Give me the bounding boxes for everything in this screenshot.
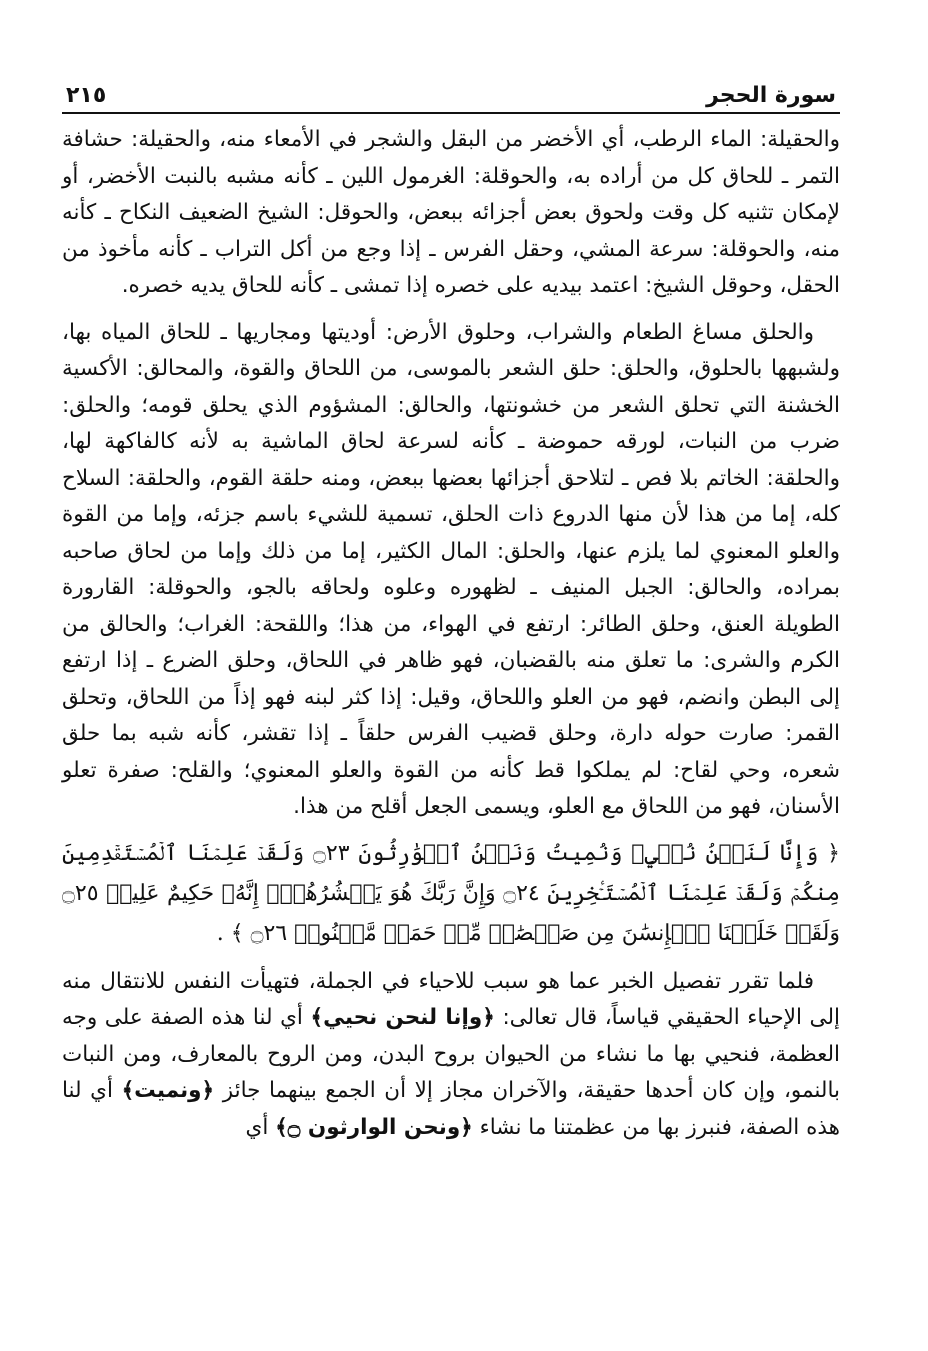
paragraph-3-text-4: أي bbox=[245, 1114, 276, 1140]
page-header bbox=[62, 60, 840, 114]
quote-3: ﴿ونحن الوارثون ۝﴾ bbox=[275, 1114, 473, 1140]
paragraph-3-text-1: فلما تقرر تفصيل الخبر عما هو سبب للاحياء في الجملة، فتهيأت النفس للانتقال منه إلى الإحياء الحقيقي قياساً، قال تعالى: bbox=[62, 968, 840, 1030]
paragraph-3 bbox=[62, 964, 840, 1147]
paragraph-2: والحلق مساغ الطعام والشراب، وحلوق الأرض: أوديتها ومجاريها ـ للحاق المياه بها، ولشبهها بالحلوق، والحلق: حلق الشعر بالموسى، من اللحاق والقوة، والمحالق: الأكسية الخشنة التي تحلق الشعر من خشونتها، والحالق: المشؤوم الذي يحلق قومه؛ والحلق: ضرب من النبات، لورقه حموضة ـ كأنه لسرعة لحاق الماشية به لأنه كالفاكهة لها، والحلقة: الخاتم بلا فص ـ لتلاحق أجزائها بعضها ببعض، ومنه حلقة القوم، والحلقة: السلاح كله، إما من هذا لأن منها الدروع ذات الحلق، تسمية للشيء باسم جزئه، وإما من القوة والعلو المعنوي لما يلزم عنها، والحلق: المال الكثير، إما من ذلك وإما من لحاق صاحبه بمراده، والحالق: الجبل المنيف ـ لظهوره وعلوه ولحاقه بالجو، والحوقلة: القارورة الطويلة العنق، وحلق الطائر: ارتفع في الهواء، من هذا؛ واللقحة: الغراب؛ والحالق من الكرم والشرى: ما تعلق منه بالقضبان، فهو ظاهر في اللحاق، وحلق الضرع ـ إذا ارتفع إلى البطن وانضم، فهو من العلو واللحاق، وقيل: إذا كثر لبنه فهو إذاً من اللحاق، وتحلق القمر: صارت حوله دارة، وحلق قضيب الفرس حلقاً ـ إذا تقشر، كأنه شبه بما حلق شعره، وحي لقاح: لم يملكوا قط كأنه من القوة والعلو المعنوي؛ والقلح: صفرة تعلو الأسنان، فهو من اللحاق مع العلو، ويسمى الجعل أقلح من هذا. bbox=[62, 319, 840, 819]
quote-2: ﴿ونميت﴾ bbox=[121, 1078, 215, 1103]
paragraph-3-text-3: أي لنا هذه الصفة، فنبرز بها من عظمتنا ما نشاء bbox=[62, 1078, 840, 1140]
quran-verses: ﴿ وَإِنَّا لَنَحۡنُ نُحۡيِۦ وَنُمِيتُ وَنَحۡنُ ٱلۡوَٰرِثُونَ ۝٢٣ وَلَقَدۡ عَلِمۡنَا ٱلۡمُسۡتَقۡدِمِينَ مِنكُمۡ وَلَقَدۡ عَلِمۡنَا ٱلۡمُسۡتَـٔۡخِرِينَ ۝٢٤ وَإِنَّ رَبَّكَ هُوَ يَحۡشُرُهُمۡۚ إِنَّهُۥ حَكِيمٌ عَلِيمٞ ۝٢٥ وَلَقَدۡ خَلَقۡنَا ٱلۡإِنسَٰنَ مِن صَلۡصَٰلٖ مِّنۡ حَمَإٖ مَّسۡنُونٖ ۝٢٦ ﴾ . bbox=[62, 840, 840, 946]
paragraph-1: والحقيلة: الماء الرطب، أي الأخضر من البقل والشجر في الأمعاء منه، والحقيلة: حشافة التمر ـ للحاق كل من أراده به، والحوقلة: الغرمول اللين ـ كأنه مشبه بالنبت الأخضر، أو لإمكان تثنيه كل وقت ولحوق بعض أجزائه ببعض، والحوقل: الشيخ الضعيف النكاح ـ كأنه منه، والحوقلة: سرعة المشي، وحقل الفرس ـ إذا وجع من أكل التراب ـ كأنه مأخوذ من الحقل، وحوقل الشيخ: اعتمد بيديه على خصره إذا تمشى ـ كأنه للحاق يديه خصره. bbox=[62, 127, 840, 298]
quote-1: ﴿وإنا لنحن نحيي﴾ bbox=[310, 1005, 495, 1030]
page-content bbox=[62, 114, 840, 1146]
page bbox=[62, 60, 840, 1340]
page-number: ٢١٥ bbox=[66, 83, 107, 108]
paragraph-3-text-2: أي لنا هذه الصفة على وجه العظمة، فنحيي بها ما نشاء من الحيوان بروح البدن، ومن الروح بالمعارف، ومن النبات بالنمو، وإن كان أحدها حقيقة، والآخران مجاز إلا أن الجمع بينهما جائز bbox=[62, 1005, 841, 1103]
surah-title: سورة الحجر bbox=[706, 83, 836, 108]
